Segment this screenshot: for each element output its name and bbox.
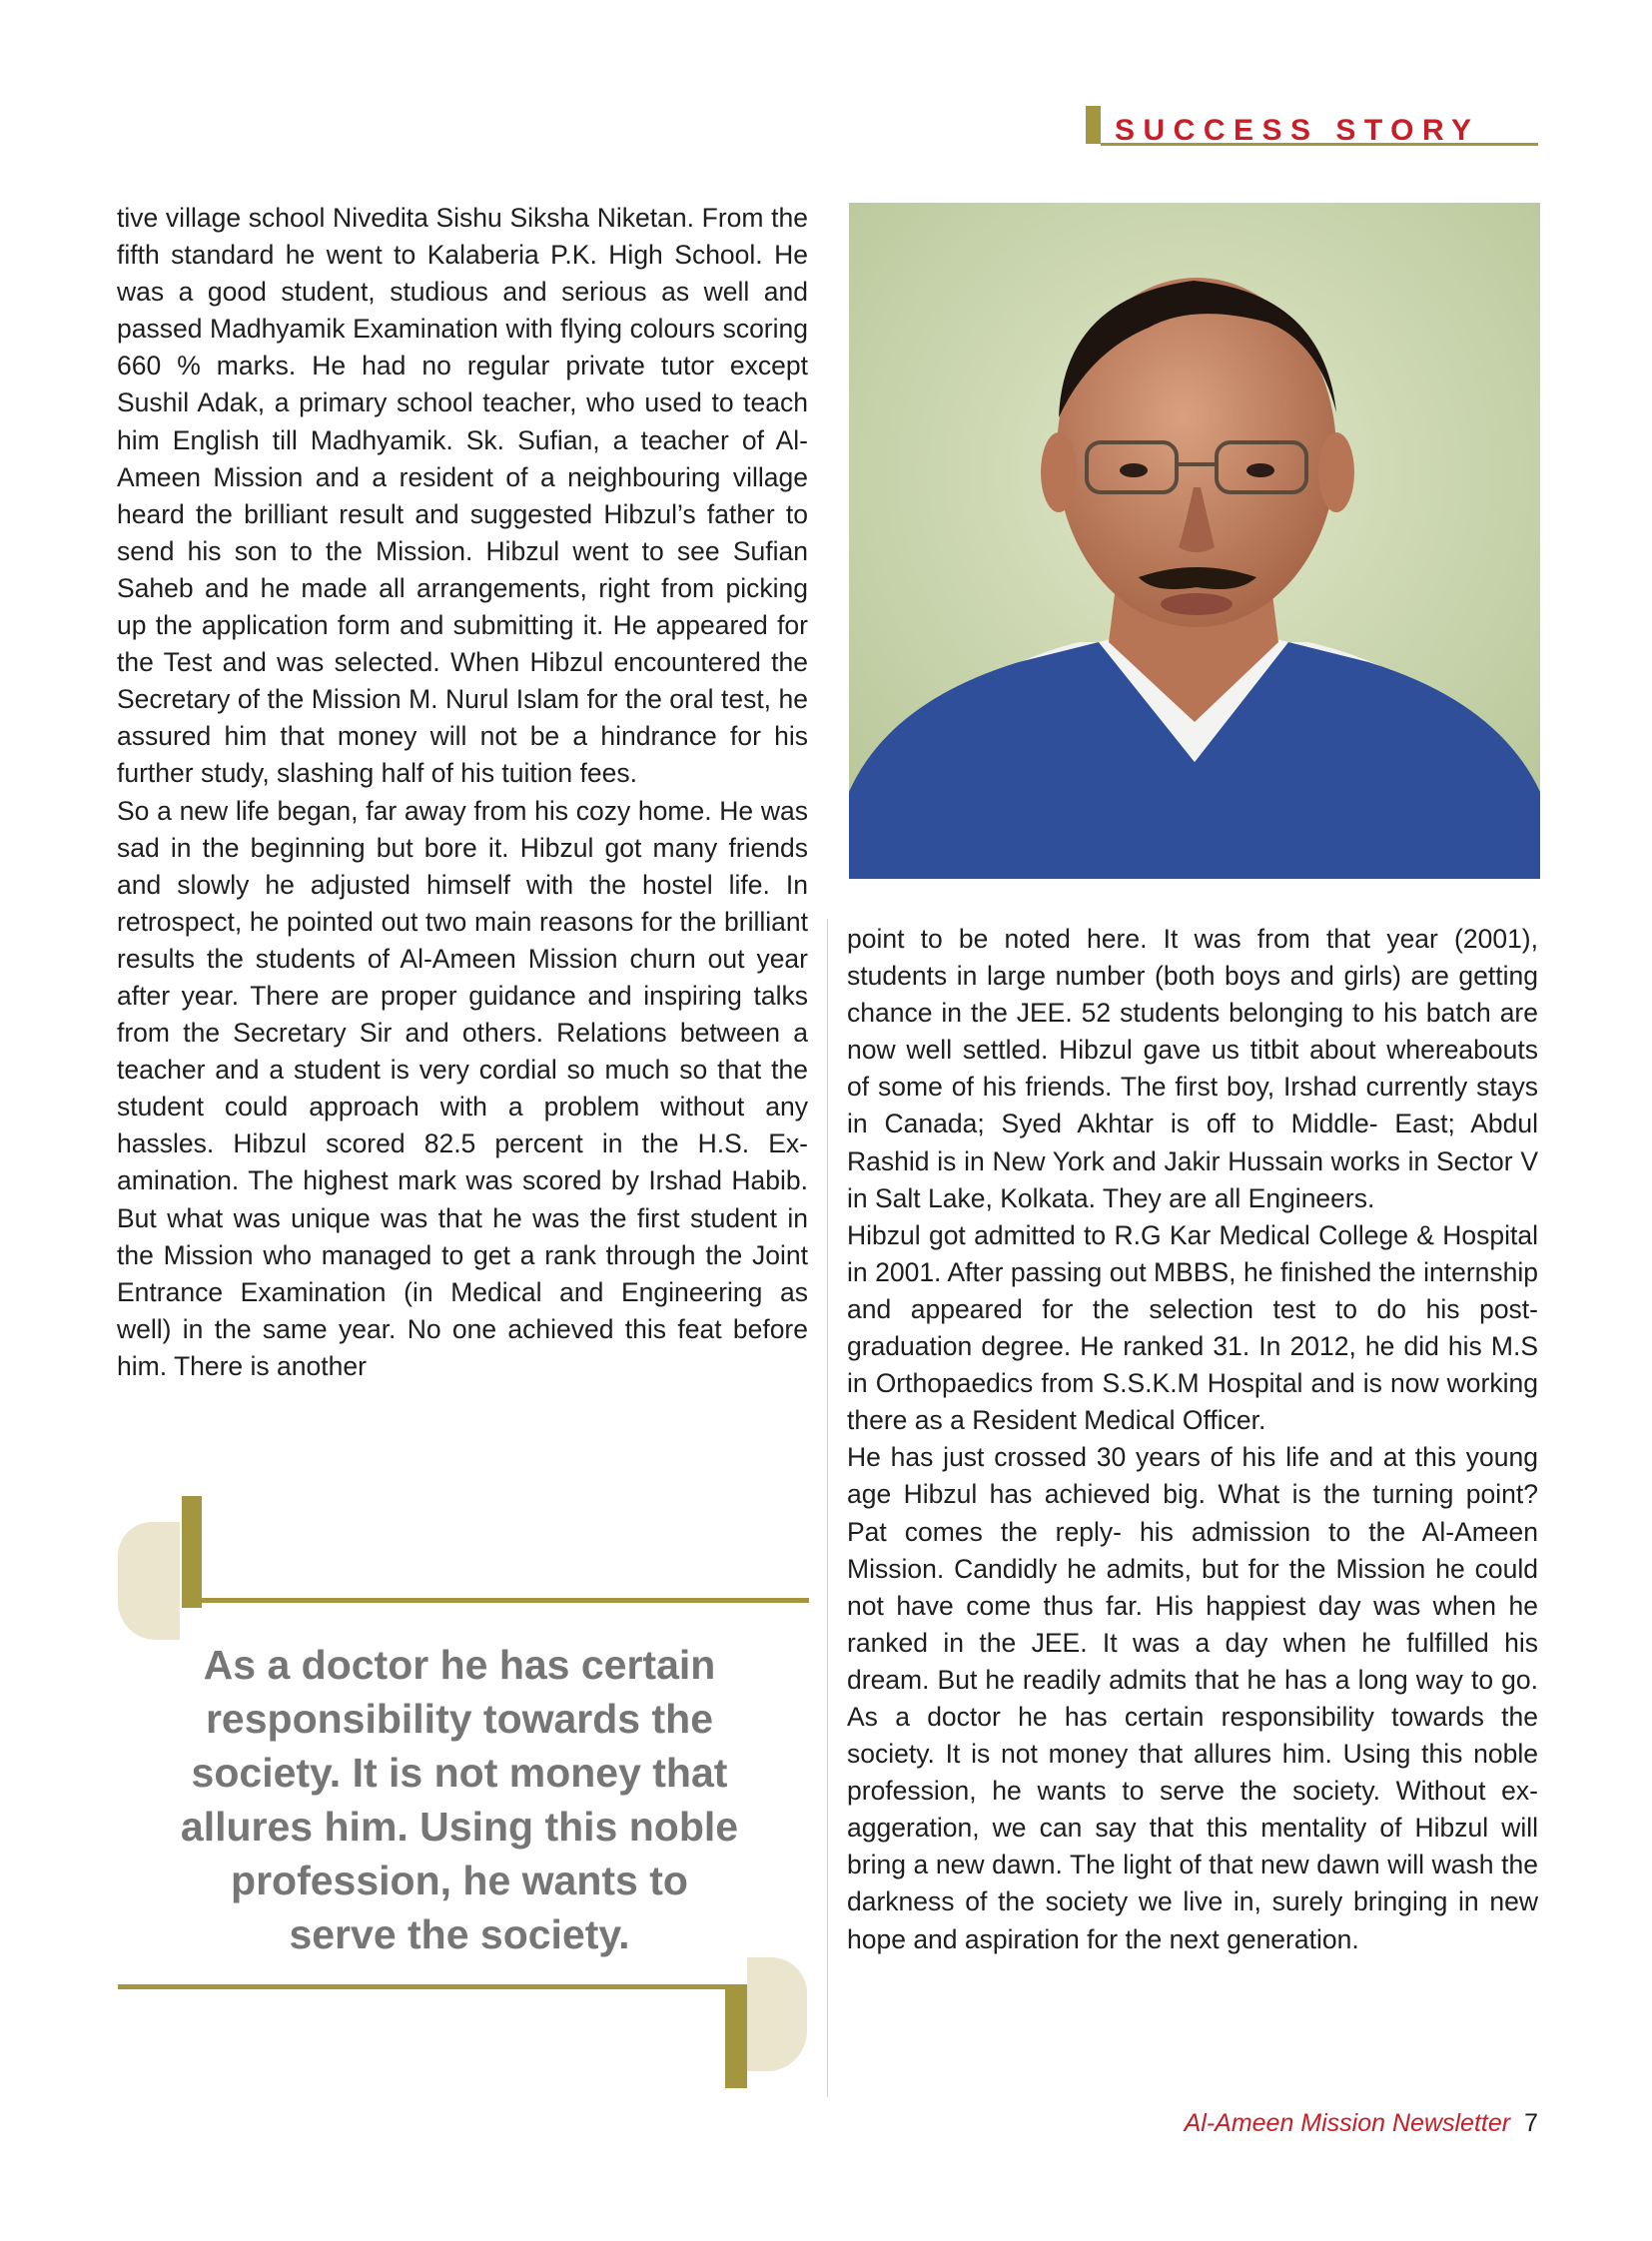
right-paragraph-1: point to be noted here. It was from that year (2001), students in large number (both boys and girls) are getting chance in the JEE. 52 students belonging to his batch are now well settled. Hibzul gave us titbit about whereabouts of some of his friends. The first boy, Irshad currently stays in Canada; Syed Akhtar is off to Middle- East; Abdul Rashid is in New York and Jakir Hussain works in Sector V in Salt Lake, Kolkata. They are all Engineers. bbox=[847, 924, 1538, 1213]
page-footer bbox=[1099, 2109, 1538, 2138]
close-quote-mark-shade bbox=[747, 1957, 807, 2071]
pull-quote-line: responsibility towards the bbox=[205, 1696, 714, 1742]
left-paragraph-1: tive village school Nivedita Sishu Siksha Niketan. From the fifth standard he went to Kalaberia P.K. High School. He was a good student, studious and serious as well and passed Madhyamik Examination with flying colours scoring 660 % marks. He had no regular private tutor except Sushil Adak, a primary school teacher, who used to teach him English till Madhyamik. Sk. Sufian, a teacher of Al-Ameen Mission and a resident of a neighbouring village heard the brilliant result and suggested Hibzul’s father to send his son to the Mission. Hibzul went to see Sufian Saheb and he made all arrangements, right from picking up the application form and submitting it. He appeared for the Test and was selected. When Hibzul encountered the Secretary of the Mission M. Nurul Islam for the oral test, he assured him that money will not be a hindrance for his further study, slashing half of his tuition fees. bbox=[117, 203, 808, 789]
left-column bbox=[117, 200, 808, 1385]
close-quote-mark bbox=[725, 1984, 747, 2088]
pull-quote-line: serve the society. bbox=[289, 1911, 630, 1957]
open-quote-mark bbox=[182, 1496, 202, 1608]
page-number: 7 bbox=[1524, 2109, 1538, 2137]
portrait-image bbox=[849, 203, 1540, 879]
right-paragraph-3: He has just crossed 30 years of his life and at this young age Hibzul has achieved big. What is the turning point? Pat comes the reply- his admission to the Al-Ameen Mission. Candidly he admits, but for the Mission he could not have come thus far. His happiest day was when he ranked in the JEE. It was a day when he fulfilled his dream. But he readily admits that he has a long way to go. As a doctor he has certain responsibility towards the society. It is not money that allures him. Using this noble profession, he wants to serve the society. Without exaggeration, we can say that this mentality of Hibzul will bring a new dawn. The light of that new dawn will wash the darkness of the society we live in, surely bringing in new hope and aspiration for the next generation. bbox=[847, 1442, 1538, 1954]
column-divider bbox=[827, 919, 828, 2097]
pull-quote-bottom-rule bbox=[118, 1984, 729, 1989]
header-accent-tab bbox=[1086, 106, 1101, 144]
right-column bbox=[847, 921, 1538, 1958]
pull-quote bbox=[140, 1638, 779, 1961]
open-quote-mark-shade bbox=[118, 1522, 180, 1640]
pull-quote-line: As a doctor he has certain bbox=[203, 1642, 716, 1688]
right-paragraph-2: Hibzul got admitted to R.G Kar Medical College & Hospital in 2001. After passing out MBBS, he finished the internship and appeared for the selection test to do his post-graduation degree. He ranked 31. In 2012, he did his M.S in Orthopaedics from S.S.K.M Hospital and is now working there as a Resident Medical Officer. bbox=[847, 1219, 1538, 1436]
portrait-photo bbox=[849, 203, 1540, 879]
publication-name: Al-Ameen Mission Newsletter bbox=[1184, 2109, 1511, 2137]
pull-quote-line: profession, he wants to bbox=[231, 1858, 688, 1903]
pull-quote-line: allures him. Using this noble bbox=[180, 1804, 739, 1850]
pull-quote-line: society. It is not money that bbox=[191, 1750, 728, 1796]
section-label: SUCCESS STORY bbox=[1115, 114, 1480, 147]
pull-quote-top-rule bbox=[182, 1598, 809, 1603]
left-paragraph-2: So a new life began, far away from his cozy home. He was sad in the beginning but bore it. Hibzul got many friends and slowly he adjusted himself with the hostel life. In retrospect, he pointed out two main reasons for the brilliant results the students of Al-Ameen Mission churn out year after year. There are proper guidance and inspiring talks from the Secretary Sir and others. Relations between a teacher and a student is very cordial so much so that the student could approach with a problem without any hassles. Hibzul scored 82.5 percent in the H.S. Examination. The highest mark was scored by Irshad Habib. But what was unique was that he was the first student in the Mission who managed to get a rank through the Joint Entrance Examination (in Medical and Engineering as well) in the same year. No one achieved this feat before him. There is another bbox=[117, 795, 808, 1381]
